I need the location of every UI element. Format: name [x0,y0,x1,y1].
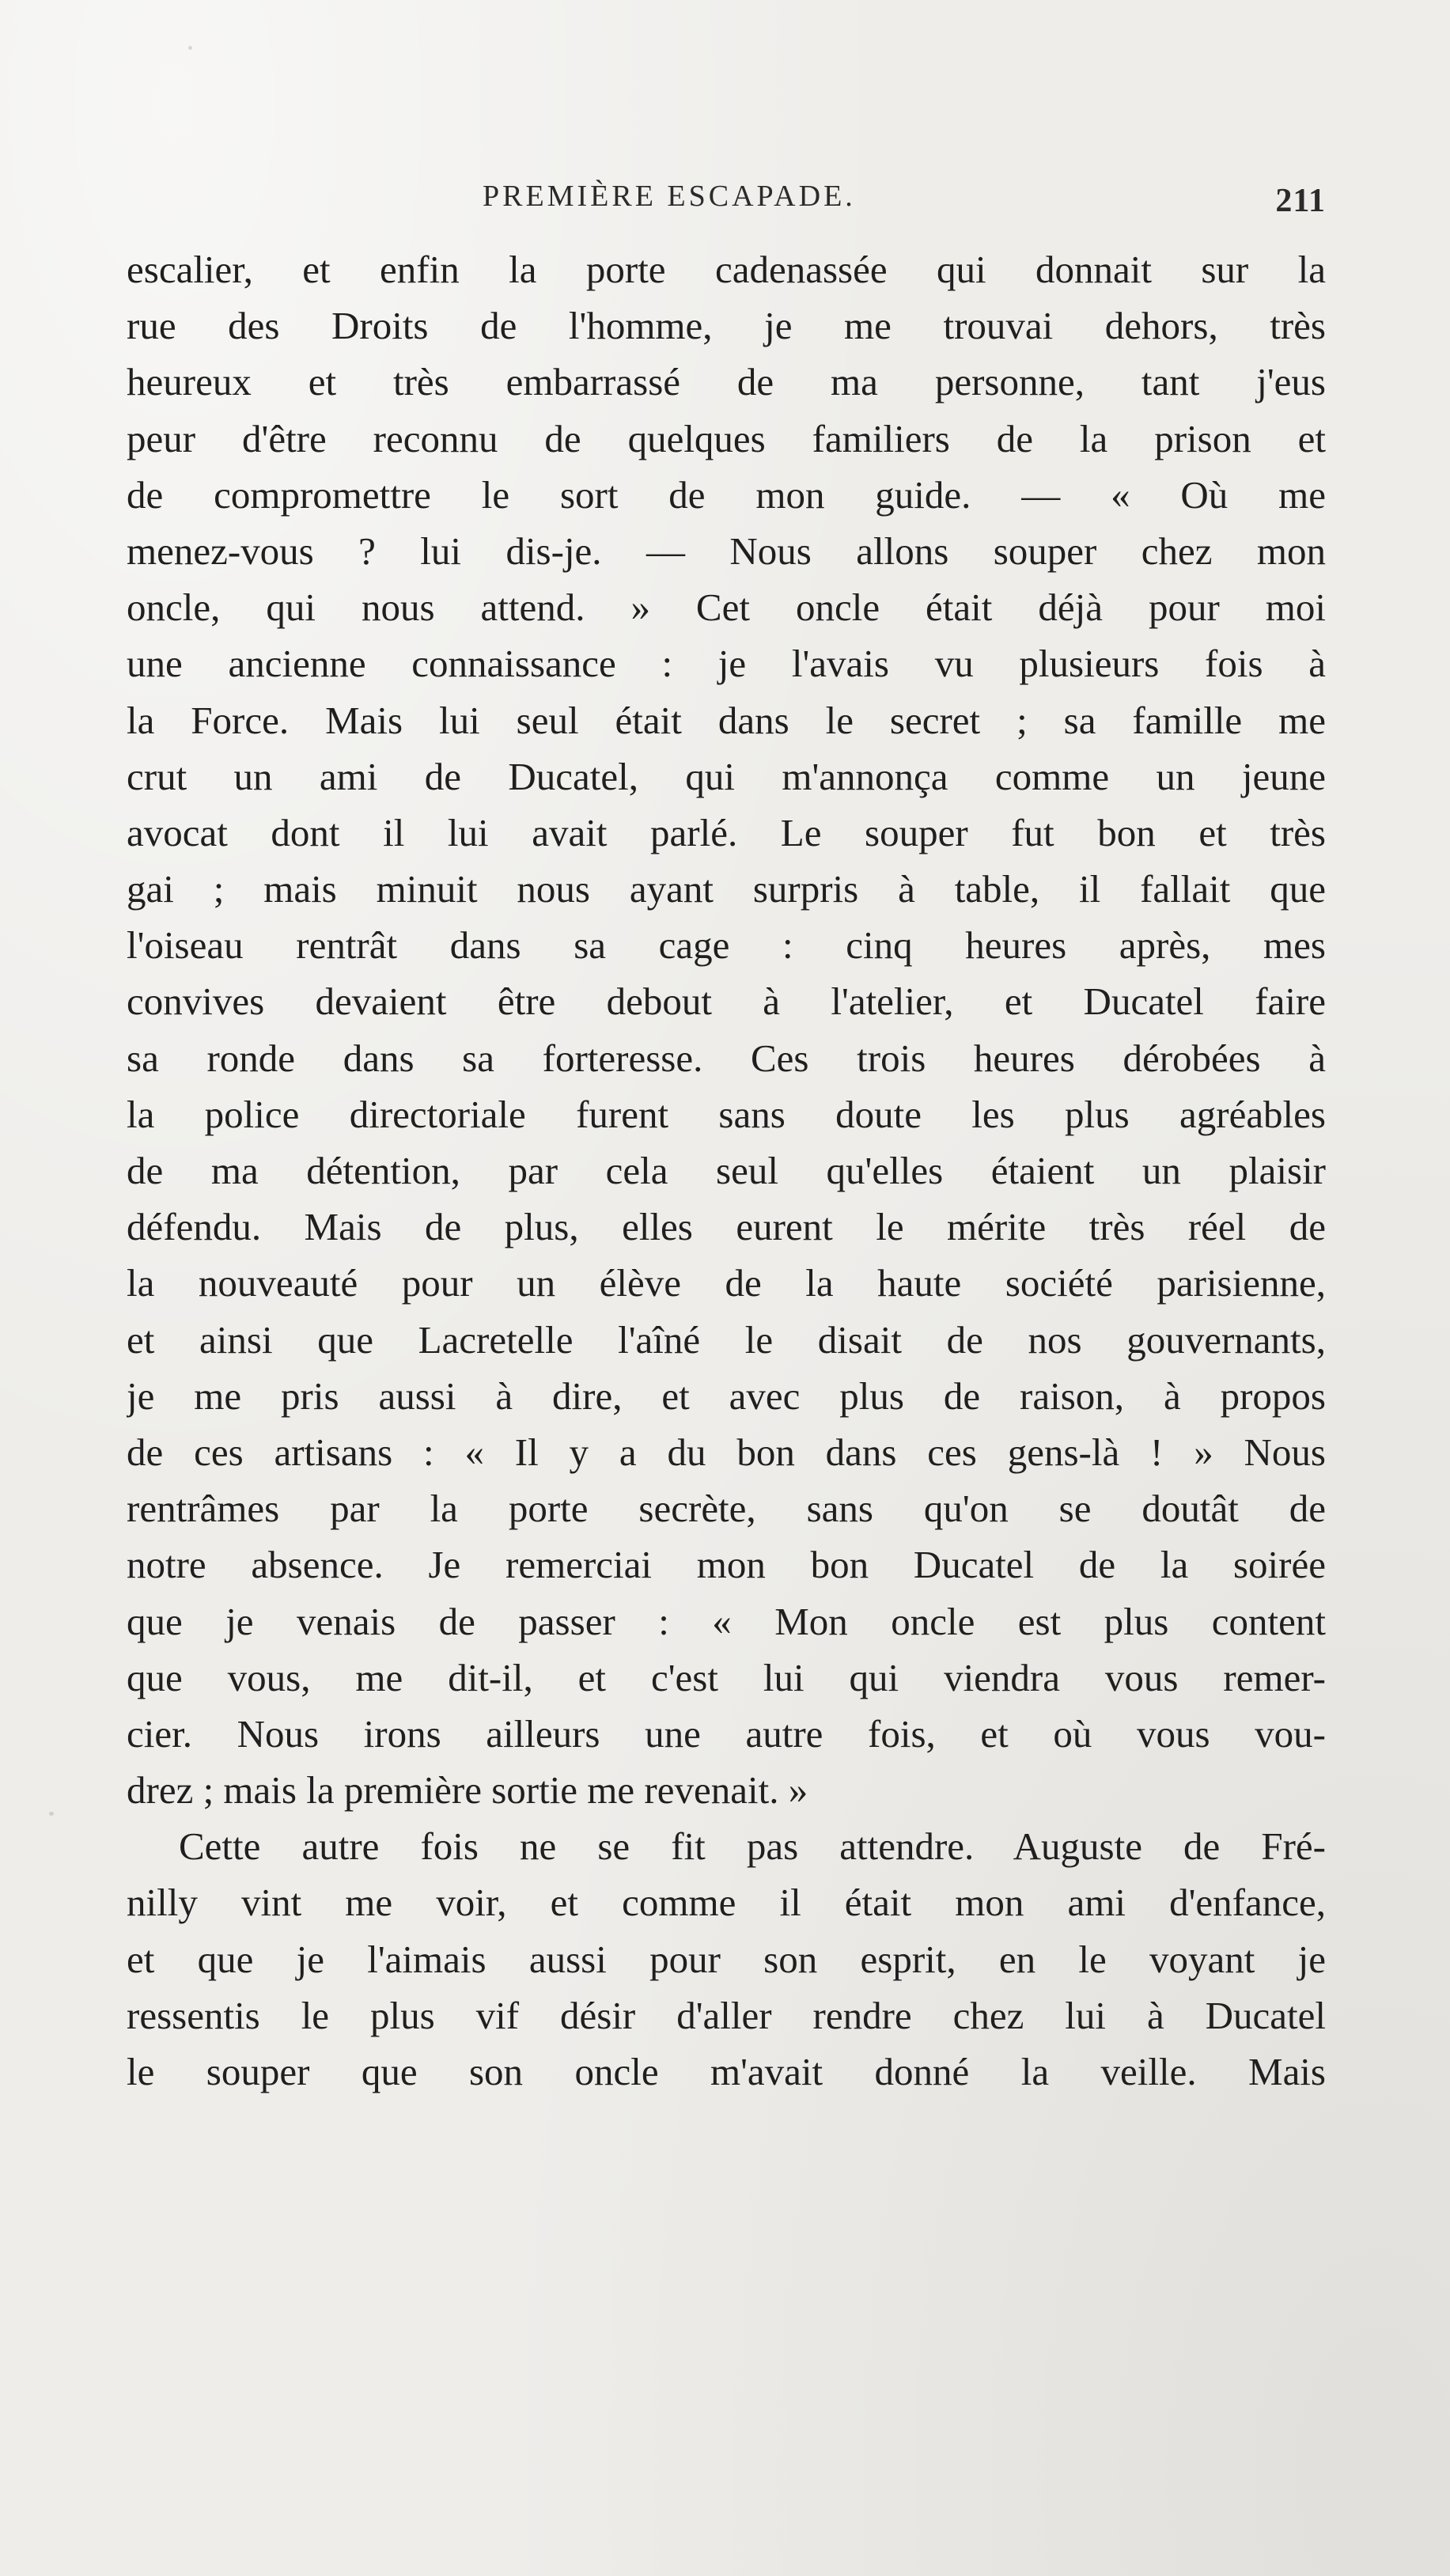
text-line: que je venais de passer : « Mon oncle est plus content [127,1599,1326,1643]
text-line: cier. Nous irons ailleurs une autre fois, et où vous vou- [127,1711,1326,1756]
text-line: sa ronde dans sa forteresse. Ces trois heures dérobées à [127,1036,1326,1080]
text-line: et que je l'aimais aussi pour son esprit, en le voyant je [127,1937,1326,1981]
body-text [127,241,1326,2100]
text-line: notre absence. Je remerciai mon bon Ducatel de la soirée [127,1543,1326,1587]
text-line: je me pris aussi à dire, et avec plus de raison, à propos [127,1373,1326,1418]
text-line: défendu. Mais de plus, elles eurent le mérite très réel de [127,1205,1326,1249]
text-line: peur d'être reconnu de quelques familiers de la prison et [127,416,1326,460]
text-line: que vous, me dit-il, et c'est lui qui viendra vous remer- [127,1655,1326,1699]
text-line: convives devaient être debout à l'atelier, et Ducatel faire [127,979,1326,1024]
page-speck [188,46,192,50]
running-head [127,172,1326,220]
text-line: avocat dont il lui avait parlé. Le souper fut bon et très [127,810,1326,854]
text-line: menez-vous ? lui dis-je. — Nous allons souper chez mon [127,528,1326,573]
text-line: ressentis le plus vif désir d'aller rendre chez lui à Ducatel [127,1993,1326,2037]
text-line: le souper que son oncle m'avait donné la veille. Mais [127,2050,1326,2093]
page-speck [49,1812,54,1816]
text-line: gai ; mais minuit nous ayant surpris à table, il fallait que [127,867,1326,911]
running-title: PREMIÈRE ESCAPADE. [483,180,856,213]
text-line: rentrâmes par la porte secrète, sans qu'on se doutât de [127,1487,1326,1531]
text-line: une ancienne connaissance : je l'avais vu plusieurs fois à [127,642,1326,686]
text-line: crut un ami de Ducatel, qui m'annonça comme un jeune [127,754,1326,798]
text-line: nilly vint me voir, et comme il était mon ami d'enfance, [127,1881,1326,1925]
text-line: drez ; mais la première sortie me revenait. » [127,1768,808,1813]
text-line: l'oiseau rentrât dans sa cage : cinq heures après, mes [127,923,1326,968]
text-line: la Force. Mais lui seul était dans le secret ; sa famille me [127,698,1326,742]
text-line: la nouveauté pour un élève de la haute société parisienne, [127,1261,1326,1305]
text-line: de ma détention, par cela seul qu'elles étaient un plaisir [127,1149,1326,1192]
text-line: Cette autre fois ne se fit pas attendre. Auguste de Fré- [179,1824,1326,1869]
page-number: 211 [1275,183,1326,219]
text-line: escalier, et enfin la porte cadenassée qui donnait sur la [127,248,1326,291]
text-line: de compromettre le sort de mon guide. — « Où me [127,472,1326,517]
text-line: oncle, qui nous attend. » Cet oncle était déjà pour moi [127,585,1326,630]
text-line: de ces artisans : « Il y a du bon dans ces gens-là ! » Nous [127,1430,1326,1474]
text-line: la police directoriale furent sans doute les plus agréables [127,1092,1326,1136]
text-line: rue des Droits de l'homme, je me trouvai dehors, très [127,304,1326,348]
text-line: et ainsi que Lacretelle l'aîné le disait de nos gouvernants, [127,1317,1326,1362]
text-line: heureux et très embarrassé de ma personne, tant j'eus [127,360,1326,404]
